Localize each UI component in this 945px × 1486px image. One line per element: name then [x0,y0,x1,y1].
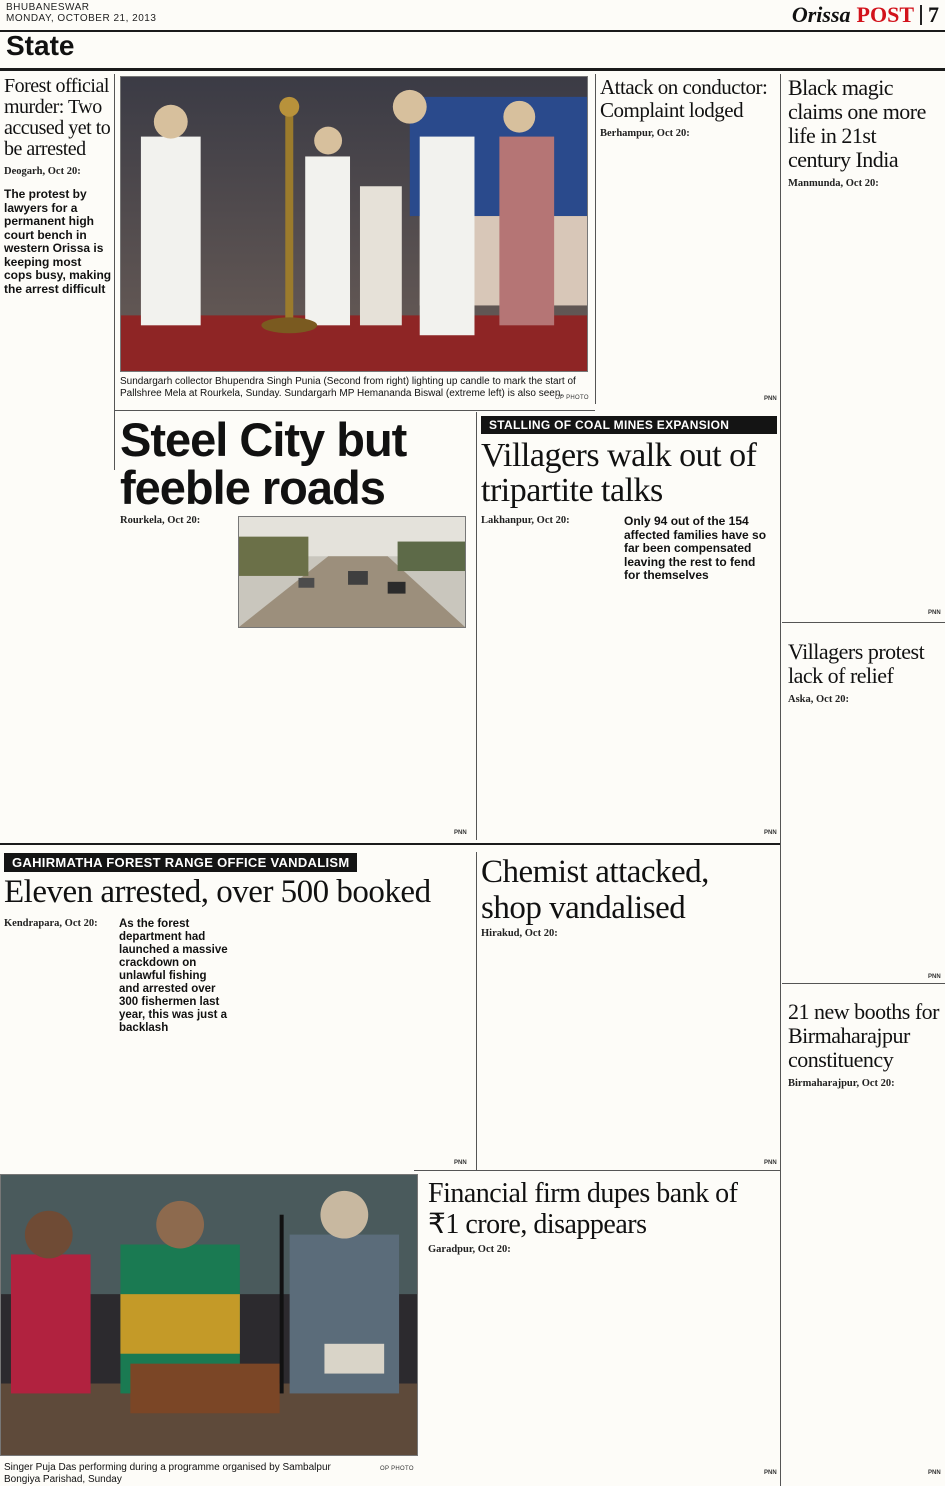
masthead-brand [792,2,939,28]
paper-name-accent: POST [856,2,914,27]
article-villagers-protest [788,640,941,706]
headline: Chemist attacked, shop vandalised [481,854,709,926]
agency-tag: PNN [764,830,777,836]
masthead-date: MONDAY, OCTOBER 21, 2013 [6,13,157,24]
photo-lamp-caption: Sundargarh collector Bhupendra Singh Punia (Second from right) lighting up candle to mark the start of Pallshree Mela at Rourkela, Sunday. Sundargarh MP Hemananda Biswal (extreme left) is also seen. [120,376,576,399]
article-body [788,178,941,190]
dateline: Birmaharajpur, Oct 20: [788,1078,895,1089]
headline: Villagers walk out of tripartite talks [481,437,757,509]
article-body [4,918,114,930]
headline: Villagers protest lack of relief [788,639,925,688]
article-black-magic [788,76,941,190]
row-rule [0,843,780,845]
headline: Forest official murder: Two accused yet to be arrested [4,75,111,160]
headline: Steel City but feeble roads [120,413,407,514]
photo-credit: OP PHOTO [555,395,589,401]
kicker: STALLING OF COAL MINES EXPANSION [481,416,777,434]
article-gahirmatha [4,874,474,910]
column-rule [595,74,596,404]
article-body [120,515,232,527]
article-booths [788,1000,941,1090]
photo-lamp-caption-block [120,376,590,400]
article-conductor [600,76,776,140]
dateline: Manmunda, Oct 20: [788,178,879,189]
masthead-separator [920,5,922,25]
paper-name: Orissa [791,2,851,27]
column-rule [780,74,781,1486]
agency-tag: PNN [928,1470,941,1476]
deck: The protest by lawyers for a permanent high court bench in western Orissa is keeping most cops busy, making the arrest difficult [4,187,112,296]
dateline: Garadpur, Oct 20: [428,1244,511,1255]
photo-lamp-image [121,77,587,371]
agency-tag: PNN [928,974,941,980]
agency-tag: PNN [764,1160,777,1166]
headline: Black magic claims one more life in 21st century India [788,75,926,172]
photo-lamp-lighting [120,76,588,372]
page-number: 7 [928,2,939,27]
agency-tag: PNN [764,1470,777,1476]
dateline: Kendrapara, Oct 20: [4,918,98,929]
article-body [600,128,776,140]
article-body [428,1244,540,1256]
deck: Only 94 out of the 154 affected families have so far been compensated leaving the rest to fend for themselves [624,514,767,582]
agency-tag: PNN [764,396,777,402]
column-rule [476,852,477,1170]
row-rule [782,983,945,984]
row-rule [414,1170,780,1171]
article-steel-city [120,413,470,514]
deck: As the forest department had launched a massive crackdown on unlawful fishing and arrested over 300 fishermen last year, this was just a backlash [119,918,228,1034]
headline: 21 new booths for Birmaharajpur constituency [788,999,939,1072]
column-rule [476,412,477,840]
photo-singer-caption: Singer Puja Das performing during a programme organised by Sambalpur Bongiya Parishad, Sunday [4,1462,331,1485]
headline: Eleven arrested, over 500 booked [4,874,431,910]
article-financial-firm [428,1178,768,1240]
photo-road-image [239,517,465,627]
row-rule [782,622,945,623]
article-body [788,1078,941,1090]
article-forest-official [4,76,112,296]
agency-tag: PNN [454,1160,467,1166]
masthead-dateline [6,2,156,24]
dateline: Lakhanpur, Oct 20: [481,515,570,526]
masthead-city: BHUBANESWAR [6,2,90,13]
photo-singer-image [1,1175,417,1455]
article-chemist [481,854,777,926]
dateline: Berhampur, Oct 20: [600,128,690,139]
article-body [481,928,619,940]
section-title: State [6,30,75,61]
article-coal-mines [481,438,777,508]
article-body [788,694,941,706]
dateline: Rourkela, Oct 20: [120,515,201,526]
row-rule [115,410,595,411]
kicker: GAHIRMATHA FOREST RANGE OFFICE VANDALISM [4,853,357,872]
masthead-rule [0,30,945,32]
photo-road [238,516,466,628]
agency-tag: PNN [928,610,941,616]
dateline: Aska, Oct 20: [788,694,849,705]
section-rule [0,68,945,71]
headline: Financial firm dupes bank of ₹1 crore, disappears [428,1178,738,1240]
photo-credit: OP PHOTO [380,1466,414,1472]
agency-tag: PNN [454,830,467,836]
dateline: Hirakud, Oct 20: [481,928,558,939]
photo-singer [0,1174,418,1456]
article-body [481,515,617,527]
headline: Attack on conductor: Complaint lodged [600,75,768,122]
article-body [4,166,112,178]
dateline: Deogarh, Oct 20: [4,166,81,177]
